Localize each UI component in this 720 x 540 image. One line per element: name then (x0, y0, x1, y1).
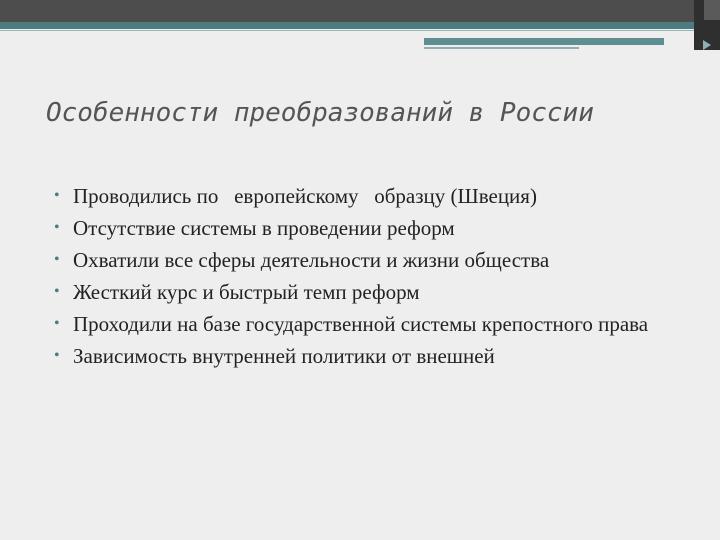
accent-stripe-right (424, 38, 664, 45)
list-item-text: Охватили все сферы деятельности и жизни общества (73, 248, 550, 272)
accent-stripe-right-thin (424, 47, 579, 49)
list-item (50, 244, 670, 276)
list-item-text: Жесткий курс и быстрый темп реформ (73, 280, 420, 304)
list-item-text: Проводились по европейскому образцу (Швеция) (73, 184, 537, 208)
list-item (50, 308, 670, 340)
corner-block-inner (704, 0, 720, 20)
list-item (50, 276, 670, 308)
bullet-dot-icon: • (54, 283, 60, 300)
triangle-right-icon (703, 40, 711, 50)
list-item (50, 340, 670, 372)
list-item-text: Зависимость внутренней политики от внешней (73, 344, 495, 368)
bullet-dot-icon: • (54, 219, 60, 236)
bullet-dot-icon: • (54, 187, 60, 204)
list-item (50, 212, 670, 244)
accent-stripe (0, 22, 694, 29)
bullet-dot-icon: • (54, 315, 60, 332)
divider-line (0, 30, 694, 31)
bullet-dot-icon: • (54, 347, 60, 364)
bullet-dot-icon: • (54, 251, 60, 268)
list-item (50, 180, 670, 212)
list-item-text: Проходили на базе государственной системы крепостного права (73, 312, 649, 336)
bullet-list (50, 180, 670, 372)
slide-title: Особенности преобразований в России (46, 98, 594, 128)
list-item-text: Отсутствие системы в проведении реформ (73, 216, 455, 240)
header-bar (0, 0, 694, 22)
